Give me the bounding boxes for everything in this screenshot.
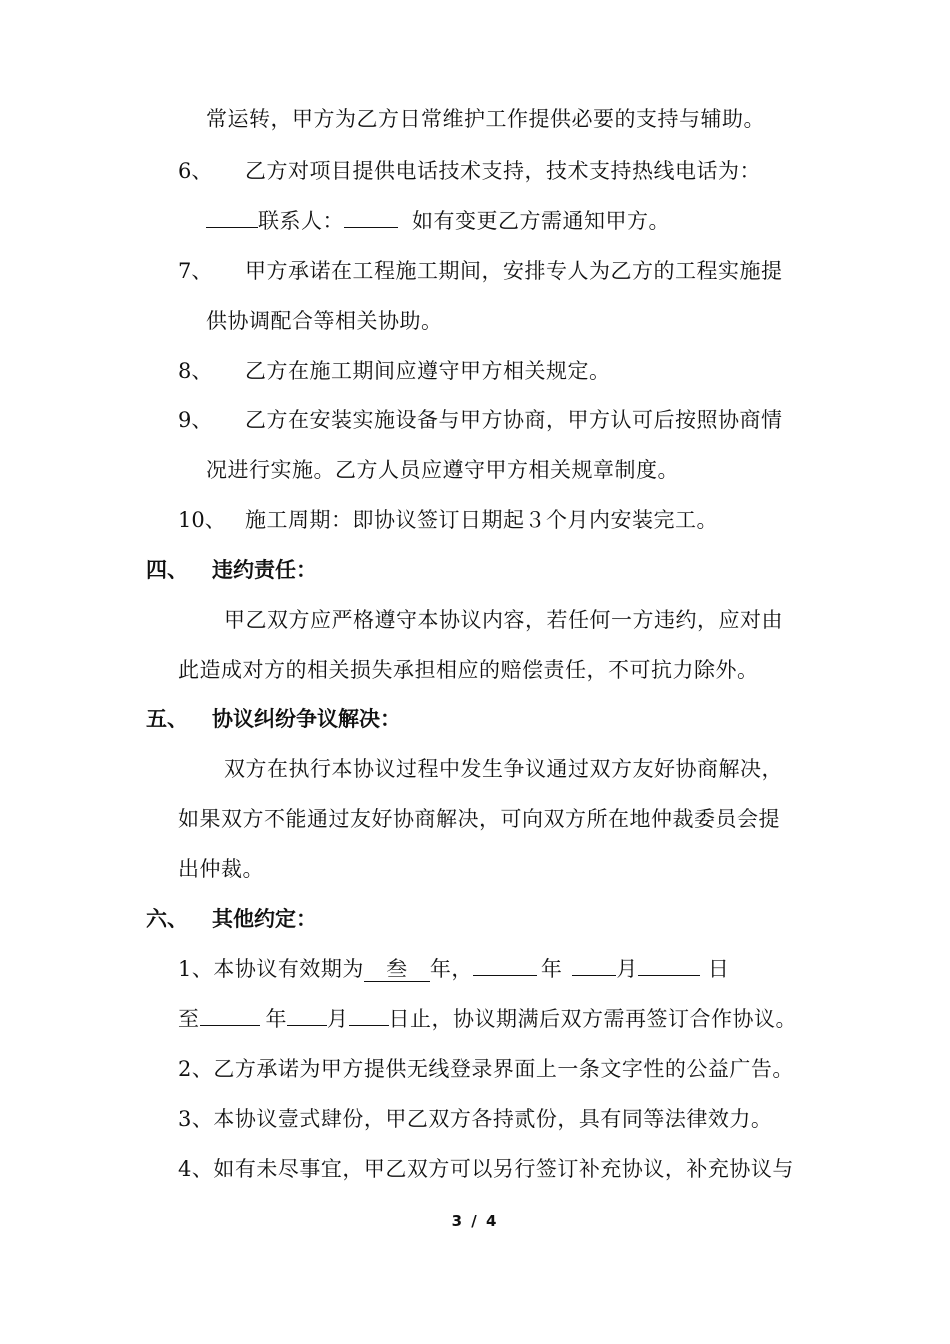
item5-continuation: 常运转，甲方为乙方日常维护工作提供必要的支持与辅助。	[206, 107, 765, 131]
start-year-blank[interactable]	[473, 975, 537, 976]
section6-item2: 2、乙方承诺为甲方提供无线登录界面上一条文字性的公益广告。	[178, 1057, 794, 1081]
item6-number: 6、	[178, 159, 213, 183]
item10-text: 施工周期：即协议签订日期起３个月内安装完工。	[245, 508, 718, 532]
section6-number: 六、	[146, 906, 188, 931]
section5-paragraph-line2: 如果双方不能通过友好协商解决，可向双方所在地仲裁委员会提	[178, 807, 780, 831]
section6-item1-line2	[178, 1004, 797, 1034]
start-day-blank[interactable]	[638, 975, 700, 976]
validity-year-unit: 年，	[429, 957, 473, 981]
end-day-blank[interactable]	[349, 1025, 389, 1026]
section6-item1-line1	[178, 954, 729, 984]
end-month-label: 月	[327, 1007, 349, 1031]
section6-item4: 4、如有未尽事宜，甲乙双方可以另行签订补充协议，补充协议与	[178, 1157, 794, 1181]
section4-number: 四、	[146, 557, 188, 582]
section6-title: 其他约定：	[212, 906, 317, 931]
start-month-label: 月	[616, 957, 638, 981]
change-notice: 如有变更乙方需通知甲方。	[412, 209, 670, 233]
contact-label: 联系人：	[258, 209, 344, 233]
item8-number: 8、	[178, 359, 213, 383]
item7-number: 7、	[178, 259, 213, 283]
end-year-label: 年	[265, 1007, 287, 1031]
item6-text: 乙方对项目提供电话技术支持，技术支持热线电话为：	[245, 159, 761, 183]
section4-paragraph-line1: 甲乙双方应严格遵守本协议内容，若任何一方违约，应对由	[224, 608, 783, 632]
item7-continuation: 供协调配合等相关协助。	[206, 309, 443, 333]
section5-paragraph-line3: 出仲裁。	[178, 857, 264, 881]
item9-number: 9、	[178, 408, 213, 432]
contact-person-blank[interactable]	[344, 227, 398, 228]
page-number: 3 / 4	[451, 1212, 499, 1230]
start-year-label: 年	[540, 957, 563, 981]
validity-prefix: 1、本协议有效期为	[178, 957, 364, 981]
section5-title: 协议纠纷争议解决：	[212, 706, 401, 731]
end-month-blank[interactable]	[287, 1025, 327, 1026]
section4-title: 违约责任：	[212, 557, 317, 582]
item10-number: 10、	[178, 508, 226, 532]
validity-years-field[interactable]: 叁	[364, 957, 430, 982]
start-day-label: 日	[707, 957, 730, 981]
start-month-blank[interactable]	[572, 975, 616, 976]
item9-text: 乙方在安装实施设备与甲方协商，甲方认可后按照协商情	[245, 408, 783, 432]
section5-number: 五、	[146, 706, 188, 731]
validity-to-label: 至	[178, 1007, 200, 1031]
hotline-blank[interactable]	[206, 227, 258, 228]
item8-text: 乙方在施工期间应遵守甲方相关规定。	[245, 359, 611, 383]
section5-paragraph-line1: 双方在执行本协议过程中发生争议通过双方友好协商解决，	[224, 757, 783, 781]
end-year-blank[interactable]	[200, 1025, 260, 1026]
section6-item3: 3、本协议壹式肆份，甲乙双方各持贰份，具有同等法律效力。	[178, 1107, 773, 1131]
item9-continuation: 况进行实施。乙方人员应遵守甲方相关规章制度。	[206, 458, 679, 482]
validity-end-text: 日止，协议期满后双方需再签订合作协议。	[388, 1007, 797, 1031]
section4-paragraph-line2: 此造成对方的相关损失承担相应的赔偿责任，不可抗力除外。	[178, 658, 759, 682]
item7-text: 甲方承诺在工程施工期间，安排专人为乙方的工程实施提	[245, 259, 783, 283]
item6-contact-line	[206, 206, 670, 236]
